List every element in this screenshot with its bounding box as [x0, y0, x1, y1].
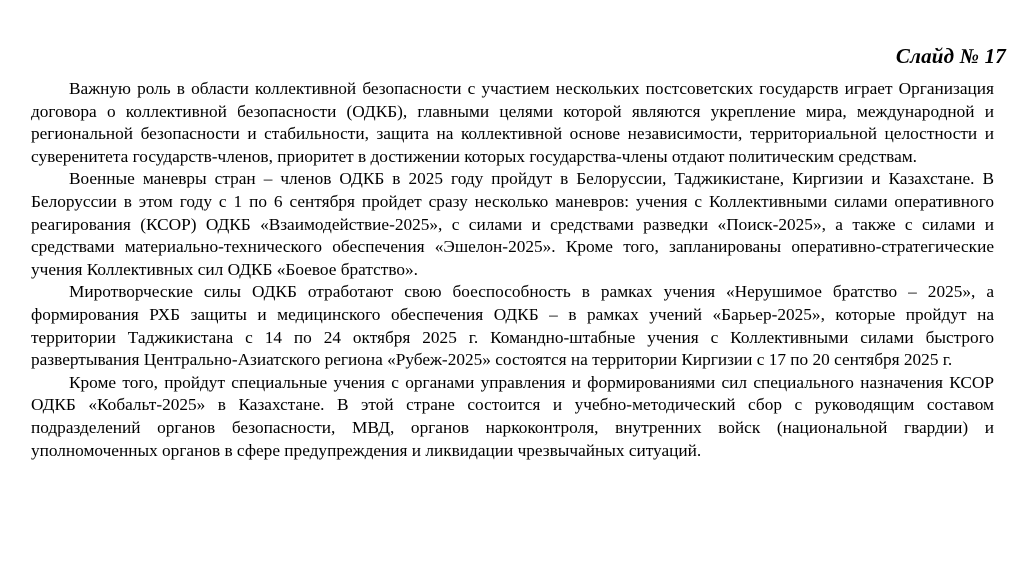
- slide-number: Слайд № 17: [895, 44, 1006, 68]
- paragraph-special-exercises: Кроме того, пройдут специальные учения с органами управления и формированиями сил специального назначения КСОР ОДКБ «Кобальт-2025» в Казахстане. В этой стране состоится и учебно-методический сбор с руководящим составом подразделений органов безопасности, МВД, органов наркоконтроля, внутренних войск (национальной гвардии) и уполномоченных органов в сфере предупреждения и ликвидации чрезвычайных ситуаций.: [31, 372, 994, 460]
- paragraph-csto-role: Важную роль в области коллективной безопасности с участием нескольких постсоветских государств играет Организация договора о коллективной безопасности (ОДКБ), главными целями которой являются укрепление мира, международной и региональной безопасности и стабильности, защита на коллективной основе независимости, территориальной целостности и суверенитета государств-членов, приоритет в достижении которых государства-члены отдают политическим средствам.: [31, 79, 994, 166]
- paragraph-military-maneuvers: Военные маневры стран – членов ОДКБ в 2025 году пройдут в Белоруссии, Таджикистане, Киргизии и Казахстане. В Белоруссии в этом году с 1 по 6 сентября пройдет сразу несколько маневров: учения с Коллективными силами оперативного реагирования (КСОР) ОДКБ «Взаимодействие-2025», с силами и средствами разведки «Поиск-2025», а также с силами и средствами материально-технического обеспечения «Эшелон-2025». Кроме того, запланированы оперативно-стратегические учения Коллективных сил ОДКБ «Боевое братство».: [31, 169, 994, 279]
- paragraph-peacekeeping-forces: Миротворческие силы ОДКБ отработают свою боеспособность в рамках учения «Нерушимое братство – 2025», а формирования РХБ защиты и медицинского обеспечения ОДКБ – в рамках учений «Барьер-2025», которые пройдут на территории Таджикистана с 14 по 24 октября 2025 г. Командно-штабные учения с Коллективными силами быстрого развертывания Центрально-Азиатского региона «Рубеж-2025» состоятся на территории Киргизии с 17 по 20 сентября 2025 г.: [31, 282, 994, 370]
- slide-body-text: [31, 78, 994, 462]
